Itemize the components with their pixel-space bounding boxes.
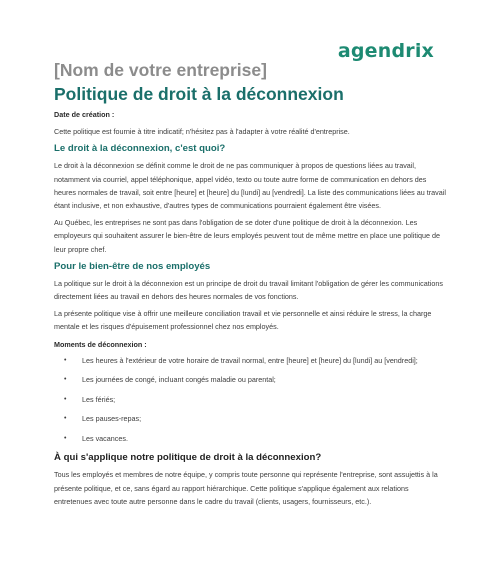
document-body xyxy=(54,108,446,512)
section-heading-wellbeing: Pour le bien-être de nos employés xyxy=(54,260,211,272)
definition-paragraph-2: Au Québec, les entreprises ne sont pas dans l'obligation de se doter d'une politique de droit à la déconnexion. Les employeurs qui souhaitent assurer le bien-être de leurs employés peuvent tout de même mettre en place une politique de leur propre chef. xyxy=(54,218,440,254)
list-item: • Les journées de congé, incluant congés maladie ou parental; xyxy=(54,374,446,387)
bullet-icon: • xyxy=(64,356,67,364)
wellbeing-paragraph-2: La présente politique vise à offrir une meilleure conciliation travail et vie personnelle et ainsi réduire le stress, la charge mentale et les risques d'épuisement professionnel chez nos employés. xyxy=(54,309,432,332)
section-heading-scope: À qui s'applique notre politique de droit à la déconnexion? xyxy=(54,452,322,464)
bullet-icon: • xyxy=(64,434,67,442)
list-item: • Les pauses-repas; xyxy=(54,413,446,426)
bullet-icon: • xyxy=(64,376,67,384)
bullet-icon: • xyxy=(64,415,67,423)
creation-date-label: Date de création : xyxy=(54,110,115,119)
section-heading-definition: Le droit à la déconnexion, c'est quoi? xyxy=(54,143,226,155)
bullet-icon: • xyxy=(64,395,67,403)
list-item: • Les heures à l'extérieur de votre horaire de travail normal, entre [heure] et [heure] du [lundi] au [vendredi]; xyxy=(54,355,446,368)
moments-label: Moments de déconnexion : xyxy=(54,339,147,349)
moments-list xyxy=(54,355,446,446)
list-item: • Les fériés; xyxy=(54,394,446,407)
definition-paragraph-1: Le droit à la déconnexion se définit comme le droit de ne pas communiquer à propos de questions liées au travail, notamment via courriel, appel téléphonique, appel vidéo, texto ou toute autre forme de communication en dehors des heures normales de travail, soit entre [heure] et [heure] du [lundi] au [vendredi]. La liste des communications liées au travail étant inclusive, et non exhaustive, d'autres types de communications pourraient également être visées. xyxy=(54,161,446,211)
document-title: Politique de droit à la déconnexion xyxy=(54,84,344,104)
company-name-placeholder: [Nom de votre entreprise] xyxy=(54,60,267,80)
scope-paragraph: Tous les employés et membres de notre équipe, y compris toute personne qui représente l'entreprise, sont assujettis à la présente politique, et ce, sans égard au rapport hiérarchique. Cette politique s'applique également aux relations entretenues avec toute autre personne dans le cadre du travail (clients, usagers, fournisseurs, etc.). xyxy=(54,470,438,506)
wellbeing-paragraph-1: La politique sur le droit à la déconnexion est un principe de droit du travail limitant l'obligation de gérer les communications directement liées au travail en dehors des heures normales de vos fonctions. xyxy=(54,278,443,302)
list-item: • Les vacances. xyxy=(54,433,446,446)
agendrix-logo: agendrix xyxy=(337,40,434,62)
intro-text: Cette politique est fournie à titre indicatif; n'hésitez pas à l'adapter à votre réalité d'entreprise. xyxy=(54,127,350,137)
